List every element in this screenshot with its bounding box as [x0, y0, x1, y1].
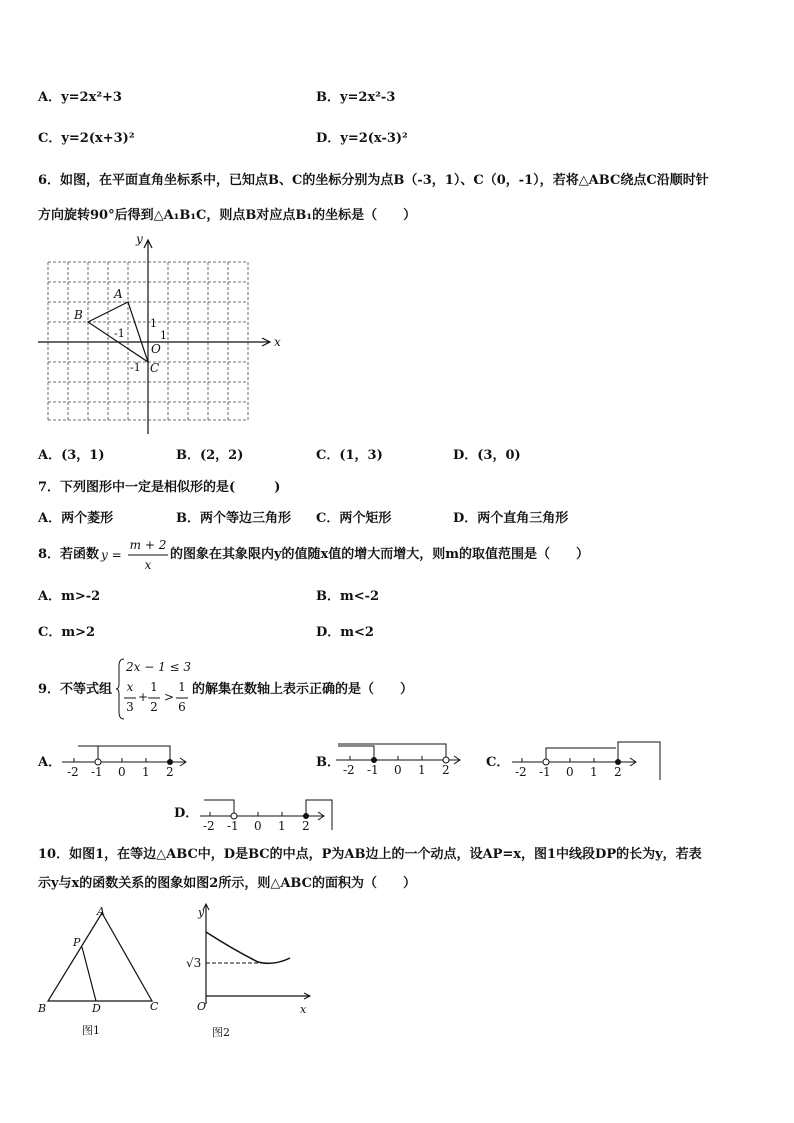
q6-stem-line1: 6．如图，在平面直角坐标系中，已知点B、C的坐标分别为点B（-3，1）、C（0，-1），若将△ABC绕点C沿顺时针: [38, 173, 709, 188]
q10-fig1-label-a: A: [97, 905, 105, 918]
q9-a-tick-0: 0: [118, 765, 126, 779]
q10-fig1-label-c: C: [150, 1000, 159, 1013]
q10-fig1-label-p: P: [73, 936, 81, 949]
q6-option-a: A．(3，1): [38, 448, 105, 463]
q9-b-tick-0: 0: [394, 763, 402, 777]
q6-tick-x-1: 1: [160, 329, 167, 342]
q9-frac2-num: 1: [150, 680, 158, 694]
q9-numberline-c: [512, 740, 662, 780]
q10-fig2-origin: O: [197, 1000, 207, 1013]
q10-stem-line1: 10．如图1，在等边△ABC中，D是BC的中点，P为AB边上的一个动点，设AP=x，图1中线段DP的长为y，若表: [38, 847, 702, 862]
q5-option-a: A．y=2x²+3: [38, 90, 122, 105]
q9-c-tick-1: 1: [590, 765, 598, 779]
q9-b-tick-neg1: -1: [367, 763, 379, 777]
q8-fraction-numerator: m + 2: [129, 538, 167, 552]
q9-plus: +: [138, 690, 149, 704]
q9-numberline-d: [200, 796, 340, 832]
q9-d-tick-neg2: -2: [203, 819, 215, 833]
q5-option-c: C．y=2(x+3)²: [38, 131, 135, 146]
q8-fraction-bar: [128, 554, 168, 556]
q9-frac1-num: x: [126, 680, 134, 694]
q7-option-a: A．两个菱形: [38, 511, 114, 526]
q9-inequality-1: 2x − 1 ≤ 3: [126, 660, 192, 674]
q10-fig1-label-b: B: [38, 1002, 47, 1015]
q6-point-c-label: C: [150, 361, 160, 375]
q9-c-tick-0: 0: [566, 765, 574, 779]
q6-point-a-label: A: [114, 287, 123, 301]
q10-stem-line2: 示y与x的函数关系的图象如图2所示，则△ABC的面积为（ ）: [38, 876, 417, 891]
q9-d-tick-0: 0: [254, 819, 262, 833]
q9-b-tick-neg2: -2: [343, 763, 355, 777]
q9-d-tick-2: 2: [302, 819, 310, 833]
q8-option-b: B．m<-2: [316, 589, 380, 604]
q9-c-tick-neg1: -1: [539, 765, 551, 779]
q8-option-c: C．m>2: [38, 625, 96, 640]
q9-fraction-bars: [124, 697, 194, 699]
q9-b-tick-1: 1: [418, 763, 426, 777]
q8-option-a: A．m>-2: [38, 589, 101, 604]
q9-a-tick-neg2: -2: [67, 765, 79, 779]
q6-tick-x-neg1: -1: [114, 327, 125, 340]
q10-fig1-caption: 图1: [82, 1024, 100, 1037]
q10-figure1-triangle: [40, 905, 170, 1015]
q10-fig2-axis-y: y: [198, 906, 205, 919]
q9-option-d: D．: [174, 806, 199, 821]
q6-origin-label: O: [151, 342, 161, 356]
q10-fig2-caption: 图2: [212, 1026, 230, 1039]
q6-option-c: C．(1，3): [316, 448, 383, 463]
q9-option-a: A．: [38, 755, 62, 770]
q6-axis-y-label: y: [136, 232, 143, 246]
q10-fig1-label-d: D: [92, 1002, 101, 1015]
q6-axis-x-label: x: [274, 335, 281, 349]
q9-greater: >: [164, 690, 175, 704]
q6-option-b: B．(2，2): [176, 448, 244, 463]
q6-stem-line2: 方向旋转90°后得到△A₁B₁C，则点B对应点B₁的坐标是（ ）: [38, 208, 417, 223]
q9-b-tick-2: 2: [442, 763, 450, 777]
q9-frac1-den: 3: [126, 700, 134, 714]
q9-option-b: B．: [316, 755, 340, 770]
q9-a-tick-neg1: -1: [91, 765, 103, 779]
q8-option-d: D．m<2: [316, 625, 374, 640]
q8-func-lhs: y =: [101, 548, 122, 562]
q6-tick-y-neg1: -1: [130, 361, 141, 374]
q9-c-tick-2: 2: [614, 765, 622, 779]
q10-figure2-graph: [194, 900, 324, 1013]
q6-tick-y-1: 1: [150, 317, 157, 330]
q9-c-tick-neg2: -2: [515, 765, 527, 779]
q9-option-c: C．: [486, 755, 510, 770]
q7-option-d: D．两个直角三角形: [453, 511, 569, 526]
q6-point-b-label: B: [74, 308, 83, 322]
q6-option-d: D．(3，0): [453, 448, 521, 463]
q9-a-tick-2: 2: [166, 765, 174, 779]
q9-a-tick-1: 1: [142, 765, 150, 779]
q8-fraction-denominator: x: [144, 558, 152, 572]
q9-frac3-num: 1: [178, 680, 186, 694]
q9-d-tick-1: 1: [278, 819, 286, 833]
q9-d-tick-neg1: -1: [227, 819, 239, 833]
q9-frac3-den: 6: [178, 700, 186, 714]
q5-option-d: D．y=2(x-3)²: [316, 131, 408, 146]
q8-stem-post: 的图象在其象限内y的值随x值的增大而增大，则m的取值范围是（ ）: [170, 547, 590, 562]
q10-fig2-sqrt3: √3: [186, 956, 202, 970]
q8-stem-pre: 8．若函数: [38, 547, 100, 562]
q7-stem: 7．下列图形中一定是相似形的是( ): [38, 480, 281, 495]
q9-frac2-den: 2: [150, 700, 158, 714]
q7-option-c: C．两个矩形: [316, 511, 392, 526]
q7-option-b: B．两个等边三角形: [176, 511, 291, 526]
q9-stem-post: 的解集在数轴上表示正确的是（ ）: [192, 682, 414, 697]
q10-fig2-axis-x: x: [300, 1003, 307, 1016]
q9-stem-pre: 9．不等式组: [38, 682, 113, 697]
q5-option-b: B．y=2x²-3: [316, 90, 396, 105]
